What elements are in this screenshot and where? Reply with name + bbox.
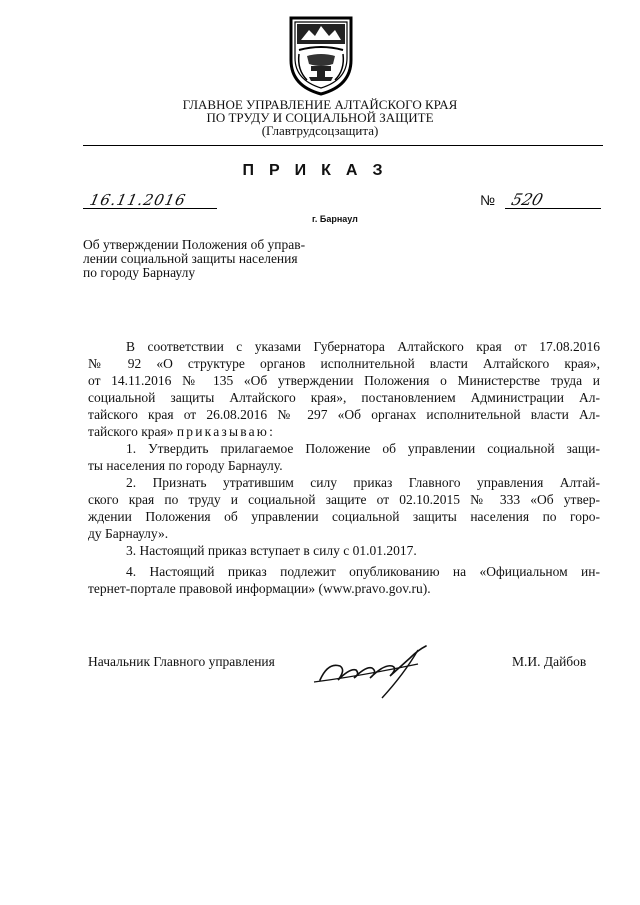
paragraph-item-3 bbox=[88, 542, 600, 559]
signatory-role: Начальник Главного управления bbox=[88, 654, 275, 669]
org-name-line1: ГЛАВНОЕ УПРАВЛЕНИЕ АЛТАЙСКОГО КРАЯ bbox=[182, 97, 458, 112]
body-line: тайского края от 26.08.2016 № 297 «Об органах исполнительной власти Ал- bbox=[88, 407, 600, 422]
body-line: 1. Утвердить прилагаемое Положение об управлении социальной защи- bbox=[126, 441, 600, 456]
body-line: В соответствии с указами Губернатора Алтайского края от 17.08.2016 bbox=[126, 339, 600, 354]
paragraph-item-1 bbox=[88, 440, 600, 474]
document-title: ПРИКАЗ bbox=[242, 162, 398, 179]
body-line: ского края по труду и социальной защите от 02.10.2015 № 333 «Об утвер- bbox=[88, 492, 600, 507]
document-date: 16.11.2016 bbox=[88, 191, 188, 209]
paragraph-preamble bbox=[88, 338, 600, 440]
body-line: 3. Настоящий приказ вступает в силу с 01.01.2017. bbox=[126, 543, 417, 558]
paragraph-item-2 bbox=[88, 474, 600, 542]
city-name: г. Барнаул bbox=[312, 214, 358, 224]
coat-of-arms-emblem bbox=[287, 14, 355, 96]
body-line: ты населения по городу Барнаулу. bbox=[88, 458, 283, 473]
header-divider bbox=[83, 145, 603, 146]
paragraph-item-4 bbox=[88, 563, 600, 597]
body-line: № 92 «О структуре органов исполнительной власти Алтайского края», bbox=[88, 356, 600, 371]
subject-line: по городу Барнаулу bbox=[83, 265, 196, 280]
subject-line: Об утверждении Положения об управ- bbox=[83, 237, 306, 252]
org-short-name: (Главтрудсоцзащита) bbox=[261, 123, 379, 138]
body-line: ду Барнаулу». bbox=[88, 526, 169, 541]
number-label: № bbox=[480, 192, 496, 208]
body-line: социальной защиты Алтайского края», постановлением Администрации Ал- bbox=[88, 390, 600, 405]
number-underline bbox=[505, 208, 601, 209]
org-name-line2: ПО ТРУДУ И СОЦИАЛЬНОЙ ЗАЩИТЕ bbox=[206, 110, 434, 125]
subject-line: лении социальной защиты населения bbox=[83, 251, 298, 266]
order-word: приказываю: bbox=[176, 424, 276, 439]
body-line: ждении Положения об управлении социальной защиты населения по горо- bbox=[88, 509, 600, 524]
handwritten-signature bbox=[300, 640, 450, 700]
date-underline bbox=[83, 208, 217, 209]
signatory-name: М.И. Дайбов bbox=[512, 654, 587, 669]
body-line: 4. Настоящий приказ подлежит опубликованию на «Официальном ин- bbox=[126, 564, 600, 579]
body-line: от 14.11.2016 № 135 «Об утверждении Положения о Министерстве труда и bbox=[88, 373, 600, 388]
body-line: тайского края» bbox=[88, 424, 174, 439]
body-line: тернет-портале правовой информации» (www.pravo.gov.ru). bbox=[88, 581, 431, 596]
document-number: 520 bbox=[509, 190, 546, 209]
body-line: 2. Признать утратившим силу приказ Главного управления Алтай- bbox=[126, 475, 600, 490]
document-subject bbox=[83, 238, 363, 280]
